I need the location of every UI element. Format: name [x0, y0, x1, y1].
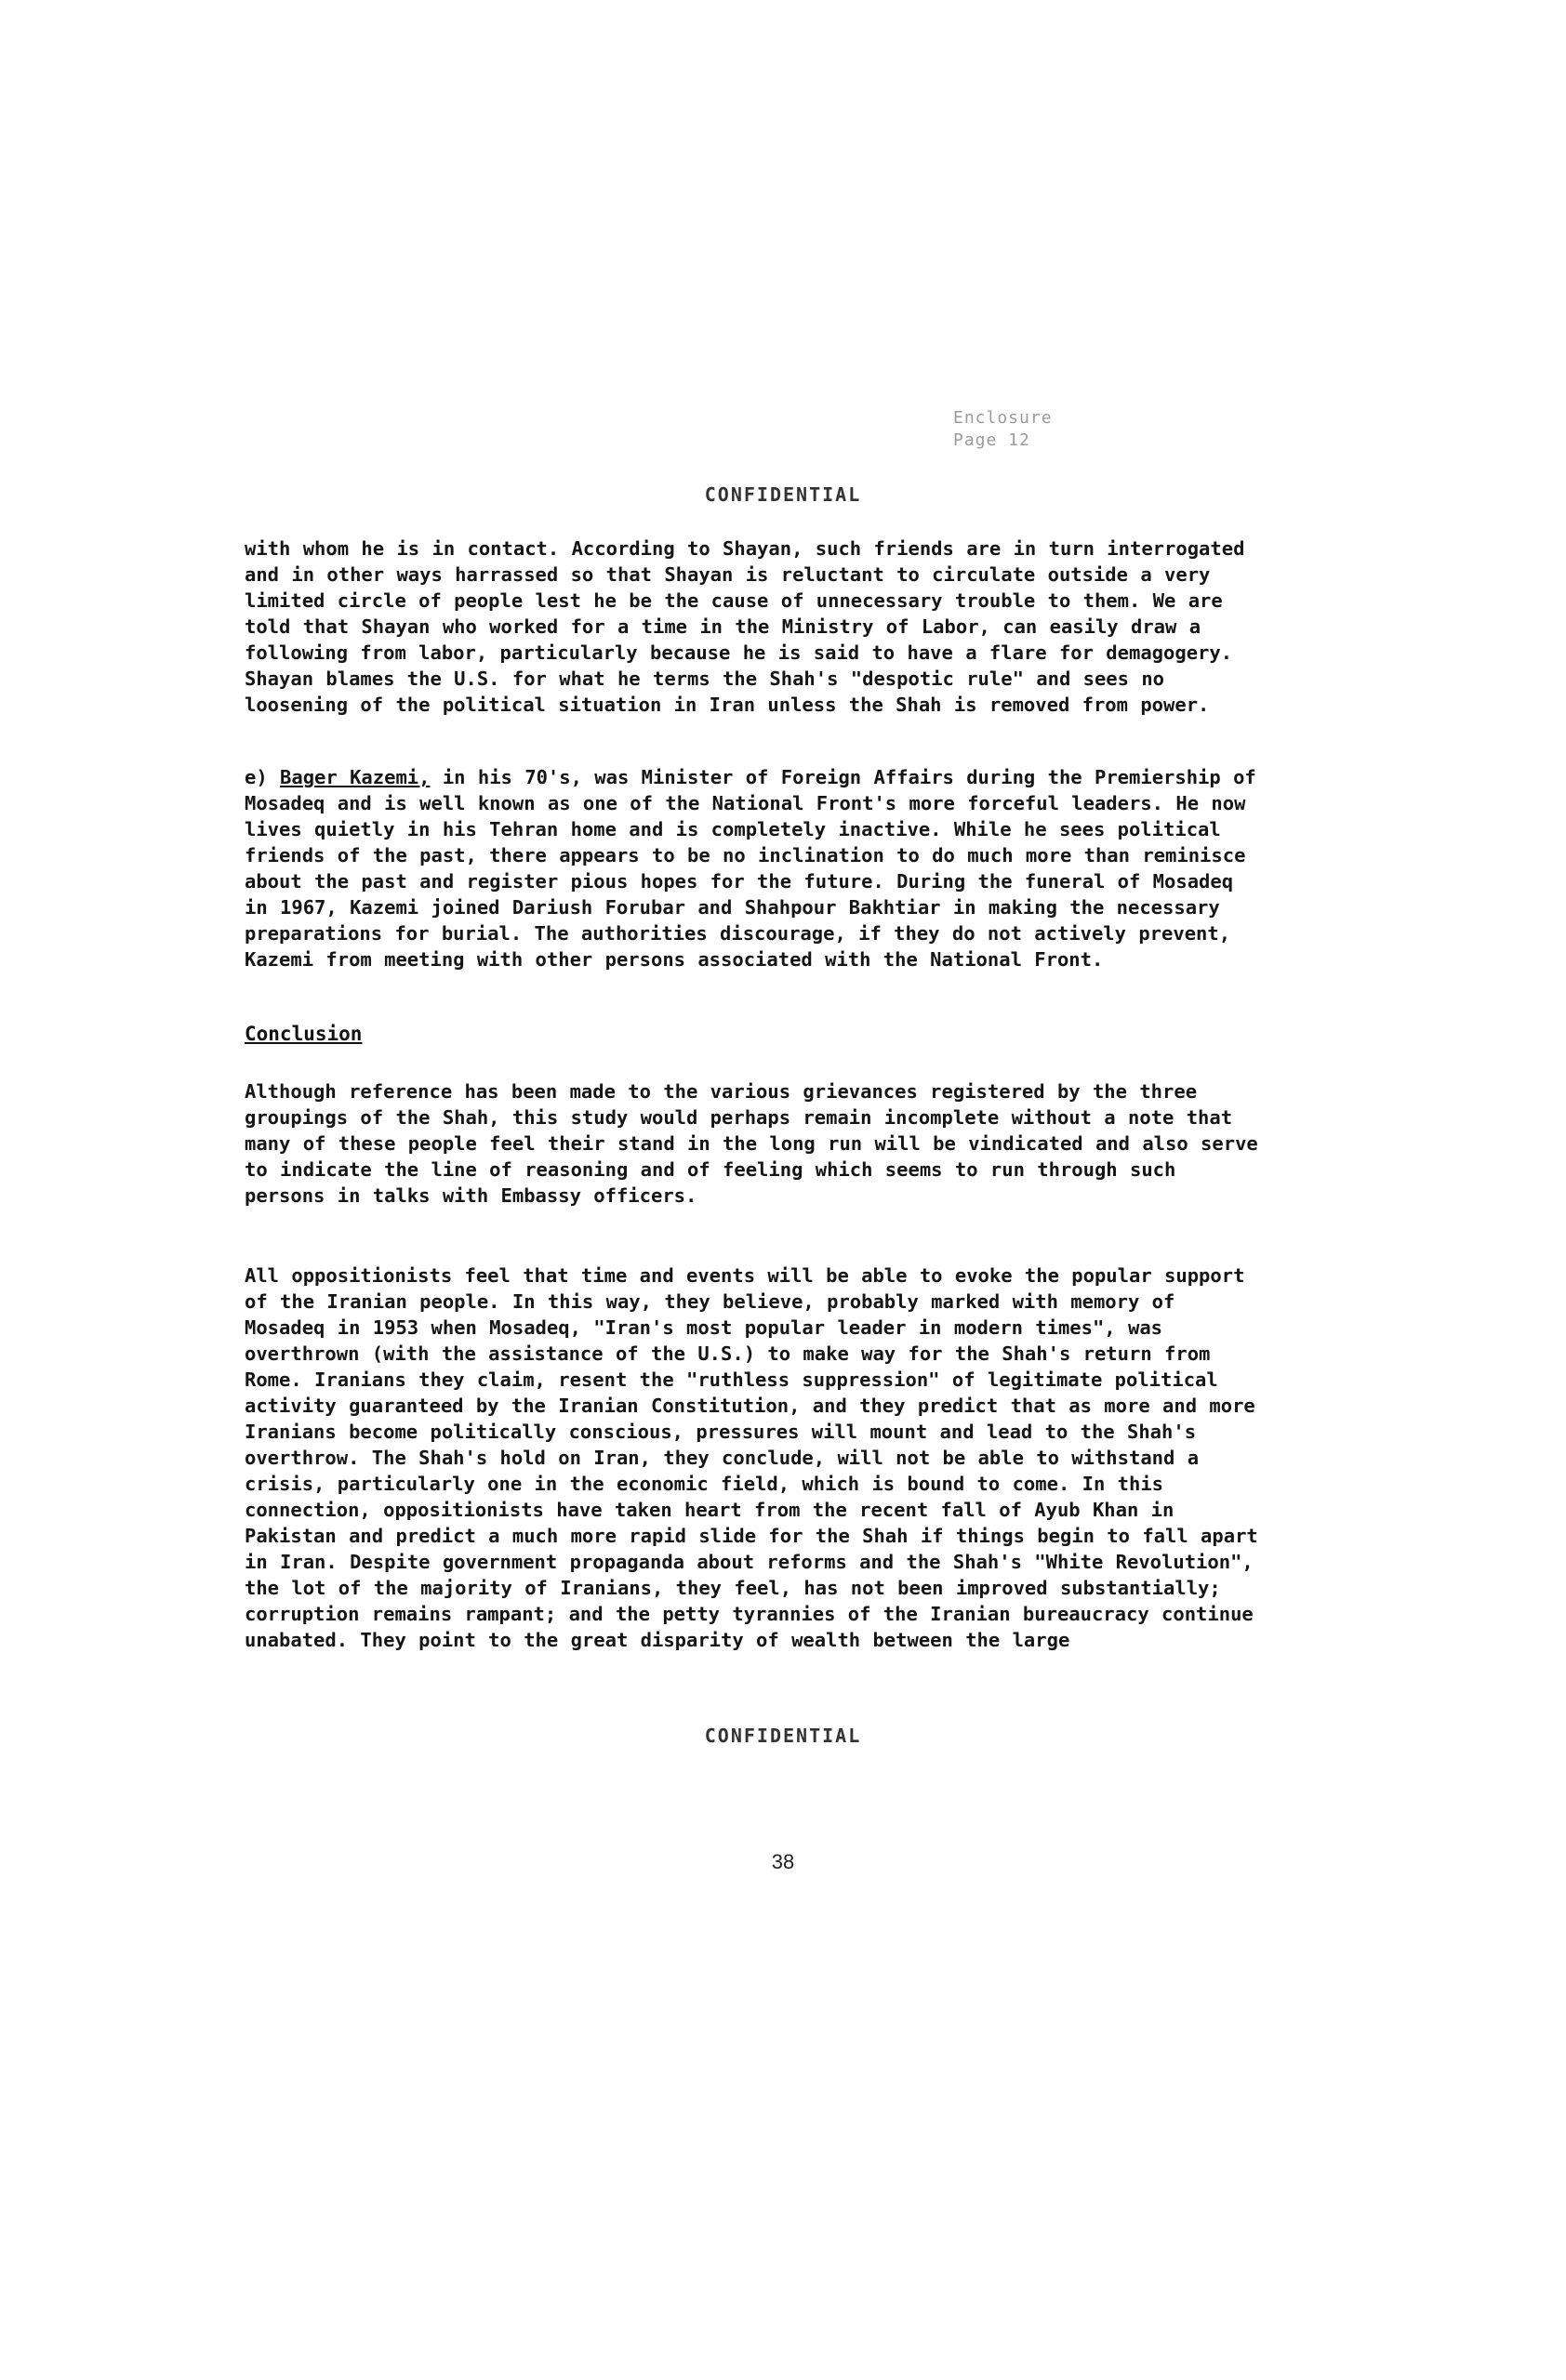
page-number: 38 [771, 1850, 795, 1873]
paragraph-conclusion-intro: Although reference has been made to the various grievances registered by the three groupings of the Shah, this study would perhaps remain incomplete without a note that many of these people feel their stand in the long run will be vindicated and also serve to indicate the line of reasoning and of feeling which seems to run through such persons in talks with Embassy officers. [245, 1080, 1258, 1207]
person-name: Bager Kazemi, [280, 766, 431, 788]
reference-line-1: Enclosure [953, 408, 1053, 428]
classification-footer: CONFIDENTIAL [704, 1725, 862, 1747]
classification-header: CONFIDENTIAL [704, 483, 862, 506]
section-heading-conclusion: Conclusion [245, 1023, 363, 1045]
paragraph-kazemi-text: in his 70's, was Minister of Foreign Affairs during the Premiership of Mosadeq and is well known as one of the National Front's more forceful leaders. He now lives quietly in his Tehran home and is completely inactive. While he sees political friends of the past, there appears to be no inclination to do much more than reminisce about the past and register pious hopes for the future. During the funeral of Mosadeq in 1967, Kazemi joined Dariush Forubar and Shahpour Bakhtiar in making the necessary preparations for burial. The authorities discourage, if they do not actively prevent, Kazemi from meeting with other persons associated with the National Front. [245, 766, 1256, 971]
reference-stamp [953, 407, 1053, 452]
item-marker: e) [245, 766, 268, 788]
paragraph-shayan: with whom he is in contact. According to Shayan, such friends are in turn interrogated and in other ways harrassed so that Shayan is reluctant to circulate outside a very limited circle of people lest he be the cause of unnecessary trouble to them. We are told that Shayan who worked for a time in the Ministry of Labor, can easily draw a following from labor, particularly because he is said to have a flare for demagogery. Shayan blames the U.S. for what he terms the Shah's "despotic rule" and sees no loosening of the political situation in Iran unless the Shah is removed from power. [245, 537, 1245, 716]
paragraph-kazemi [245, 764, 1263, 972]
reference-line-2: Page 12 [953, 430, 1030, 450]
paragraph-conclusion-main: All oppositionists feel that time and events will be able to evoke the popular support of the Iranian people. In this way, they believe, probably marked with memory of Mosadeq in 1953 when Mosadeq, "Iran's most popular leader in modern times", was overthrown (with the assistance of the U.S.) to make way for the Shah's return from Rome. Iranians they claim, resent the "ruthless suppression" of legitimate political activity guaranteed by the Iranian Constitution, and they predict that as more and more Iranians become politically conscious, pressures will mount and lead to the Shah's overthrow. The Shah's hold on Iran, they conclude, will not be able to withstand a crisis, particularly one in the economic field, which is bound to come. In this connection, oppositionists have taken heart from the recent fall of Ayub Khan in Pakistan and predict a much more rapid slide for the Shah if things begin to fall apart in Iran. Despite government propaganda about reforms and the Shah's "White Revolution", the lot of the majority of Iranians, they feel, has not been improved substantially; corruption remains rampant; and the petty tyrannies of the Iranian bureaucracy continue unabated. They point to the great disparity of wealth between the large [245, 1264, 1258, 1651]
